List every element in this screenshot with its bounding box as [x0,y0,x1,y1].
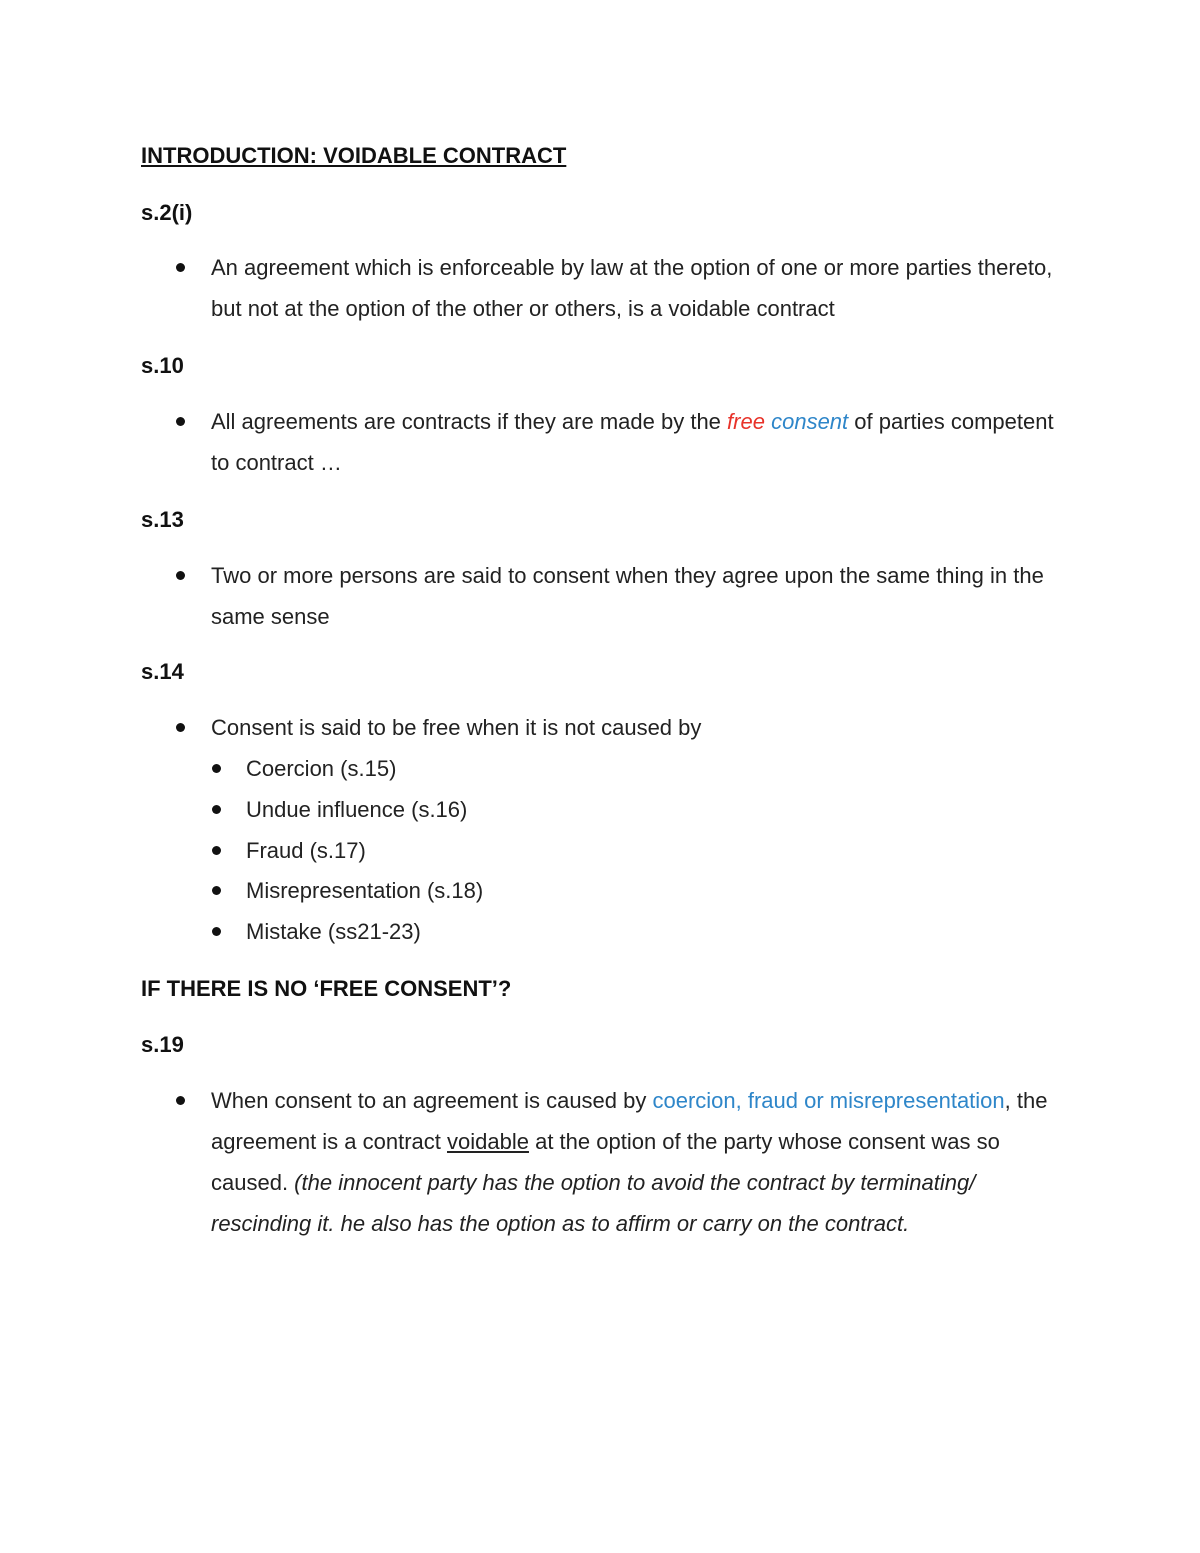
bullet-icon [176,417,185,426]
bullet-icon [176,1096,185,1105]
s10-bullet-post: of parties competent to contract … [211,409,1054,475]
s10-bullet-pre: All agreements are contracts if they are made by the [211,409,728,434]
document-title: INTRODUCTION: VOIDABLE CONTRACT [141,143,567,168]
consent-keyword: consent [771,409,849,434]
voidable-keyword: voidable [447,1129,529,1154]
coercion-fraud-misrep-keywords: coercion, fraud or misrepresentation [652,1088,1005,1113]
s19-bullet-mid: , the agreement is a contract [211,1088,1048,1154]
section-heading-s2: s.2(i) [141,200,193,225]
sub-item-undue-influence: Undue influence (s.16) [246,797,468,822]
section-heading-s10: s.10 [141,353,184,378]
s10-bullet-text [211,401,1061,483]
free-keyword: free [727,409,765,434]
bullet-icon [176,723,185,732]
s19-bullet-pre: When consent to an agreement is caused by [211,1088,653,1113]
section-heading-s14: s.14 [141,659,184,684]
section-heading-s13: s.13 [141,507,184,532]
s14-bullet-text: Consent is said to be free when it is not caused by [211,715,702,740]
sub-bullet-icon [212,764,221,773]
s13-bullet-text: Two or more persons are said to consent when they agree upon the same thing in the same sense [211,563,1044,629]
sub-item-coercion: Coercion (s.15) [246,756,397,781]
section-heading-s19: s.19 [141,1032,184,1057]
sub-item-misrepresentation: Misrepresentation (s.18) [246,878,484,903]
s19-bullet-post: at the option of the party whose consent was so caused. [211,1129,1000,1195]
s19-italic-note: (the innocent party has the option to avoid the contract by terminating/ rescinding it. he also has the option as to affirm or carry on the contract. [211,1170,976,1236]
s2-bullet-text: An agreement which is enforceable by law at the option of one or more parties thereto, but not at the option of the other or others, is a voidable contract [211,255,1053,321]
sub-bullet-icon [212,886,221,895]
bullet-icon [176,571,185,580]
sub-bullet-icon [212,846,221,855]
s19-bullet-text [211,1080,1061,1244]
sub-item-mistake: Mistake (ss21-23) [246,919,421,944]
section-title-no-free-consent: IF THERE IS NO ‘FREE CONSENT’? [141,976,512,1001]
bullet-icon [176,263,185,272]
sub-item-fraud: Fraud (s.17) [246,838,366,863]
sub-bullet-icon [212,927,221,936]
sub-bullet-icon [212,805,221,814]
